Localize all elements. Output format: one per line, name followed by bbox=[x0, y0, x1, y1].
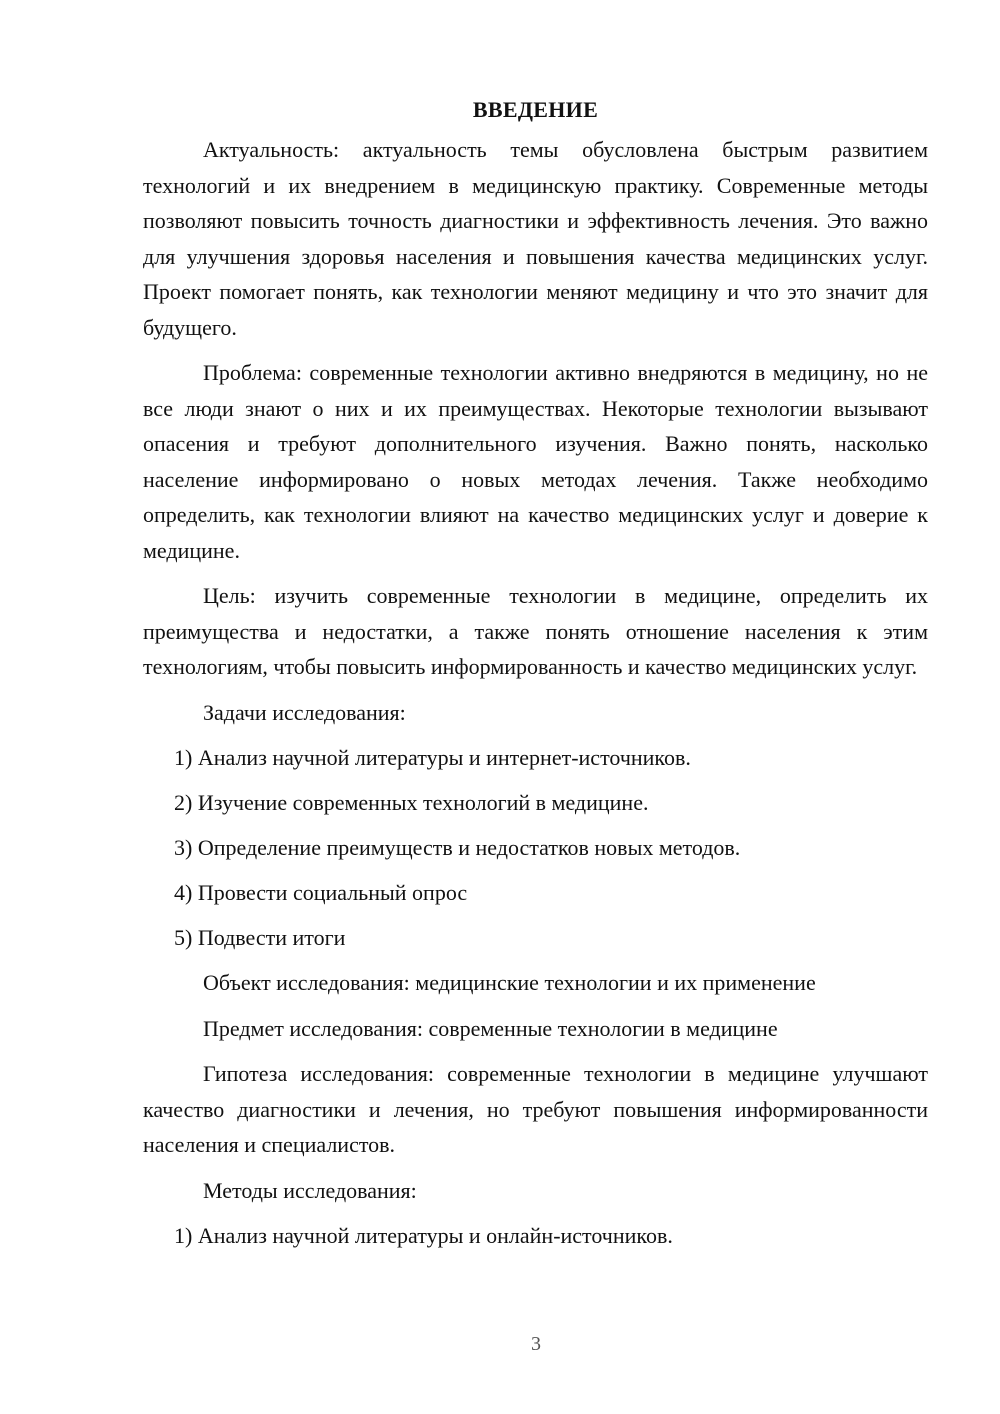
task-item: 5) Подвести итоги bbox=[174, 925, 346, 950]
research-object: Объект исследования: медицинские технологии и их применение bbox=[203, 970, 816, 995]
page-number: 3 bbox=[531, 1333, 541, 1355]
goal-paragraph: Цель: изучить современные технологии в медицине, определить их преимущества и недостатки, а также понять отношение населения к этим технологиям, чтобы повысить информированность и качество медицинских услуг. bbox=[143, 583, 928, 679]
problem-paragraph: Проблема: современные технологии активно внедряются в медицину, но не все люди знают о них и их преимуществах. Некоторые технологии вызывают опасения и требуют дополнительного изучения. Важно понять, насколько население информировано о новых методах лечения. Также необходимо определить, как технологии влияют на качество медицинских услуг и доверие к медицине. bbox=[143, 360, 928, 563]
tasks-heading: Задачи исследования: bbox=[203, 699, 406, 725]
methods-heading: Методы исследования: bbox=[203, 1177, 417, 1203]
research-subject: Предмет исследования: современные технологии в медицине bbox=[203, 1015, 778, 1041]
document-page bbox=[143, 92, 928, 1263]
hypothesis-paragraph: Гипотеза исследования: современные технологии в медицине улучшают качество диагностики и лечения, но требуют повышения информированности населения и специалистов. bbox=[143, 1061, 928, 1157]
page-title: ВВЕДЕНИЕ bbox=[472, 97, 599, 122]
task-item: 2) Изучение современных технологий в медицине. bbox=[174, 790, 649, 815]
task-item: 1) Анализ научной литературы и интернет-источников. bbox=[174, 745, 691, 770]
relevance-paragraph: Актуальность: актуальность темы обусловлена быстрым развитием технологий и их внедрением в медицинскую практику. Современные методы позволяют повысить точность диагностики и эффективность лечения. Это важно для улучшения здоровья населения и повышения качества медицинских услуг. Проект помогает понять, как технологии меняют медицину и что это значит для будущего. bbox=[143, 137, 928, 340]
task-item: 4) Провести социальный опрос bbox=[174, 880, 468, 905]
task-item: 3) Определение преимуществ и недостатков новых методов. bbox=[174, 835, 741, 860]
method-item: 1) Анализ научной литературы и онлайн-источников. bbox=[174, 1223, 673, 1248]
